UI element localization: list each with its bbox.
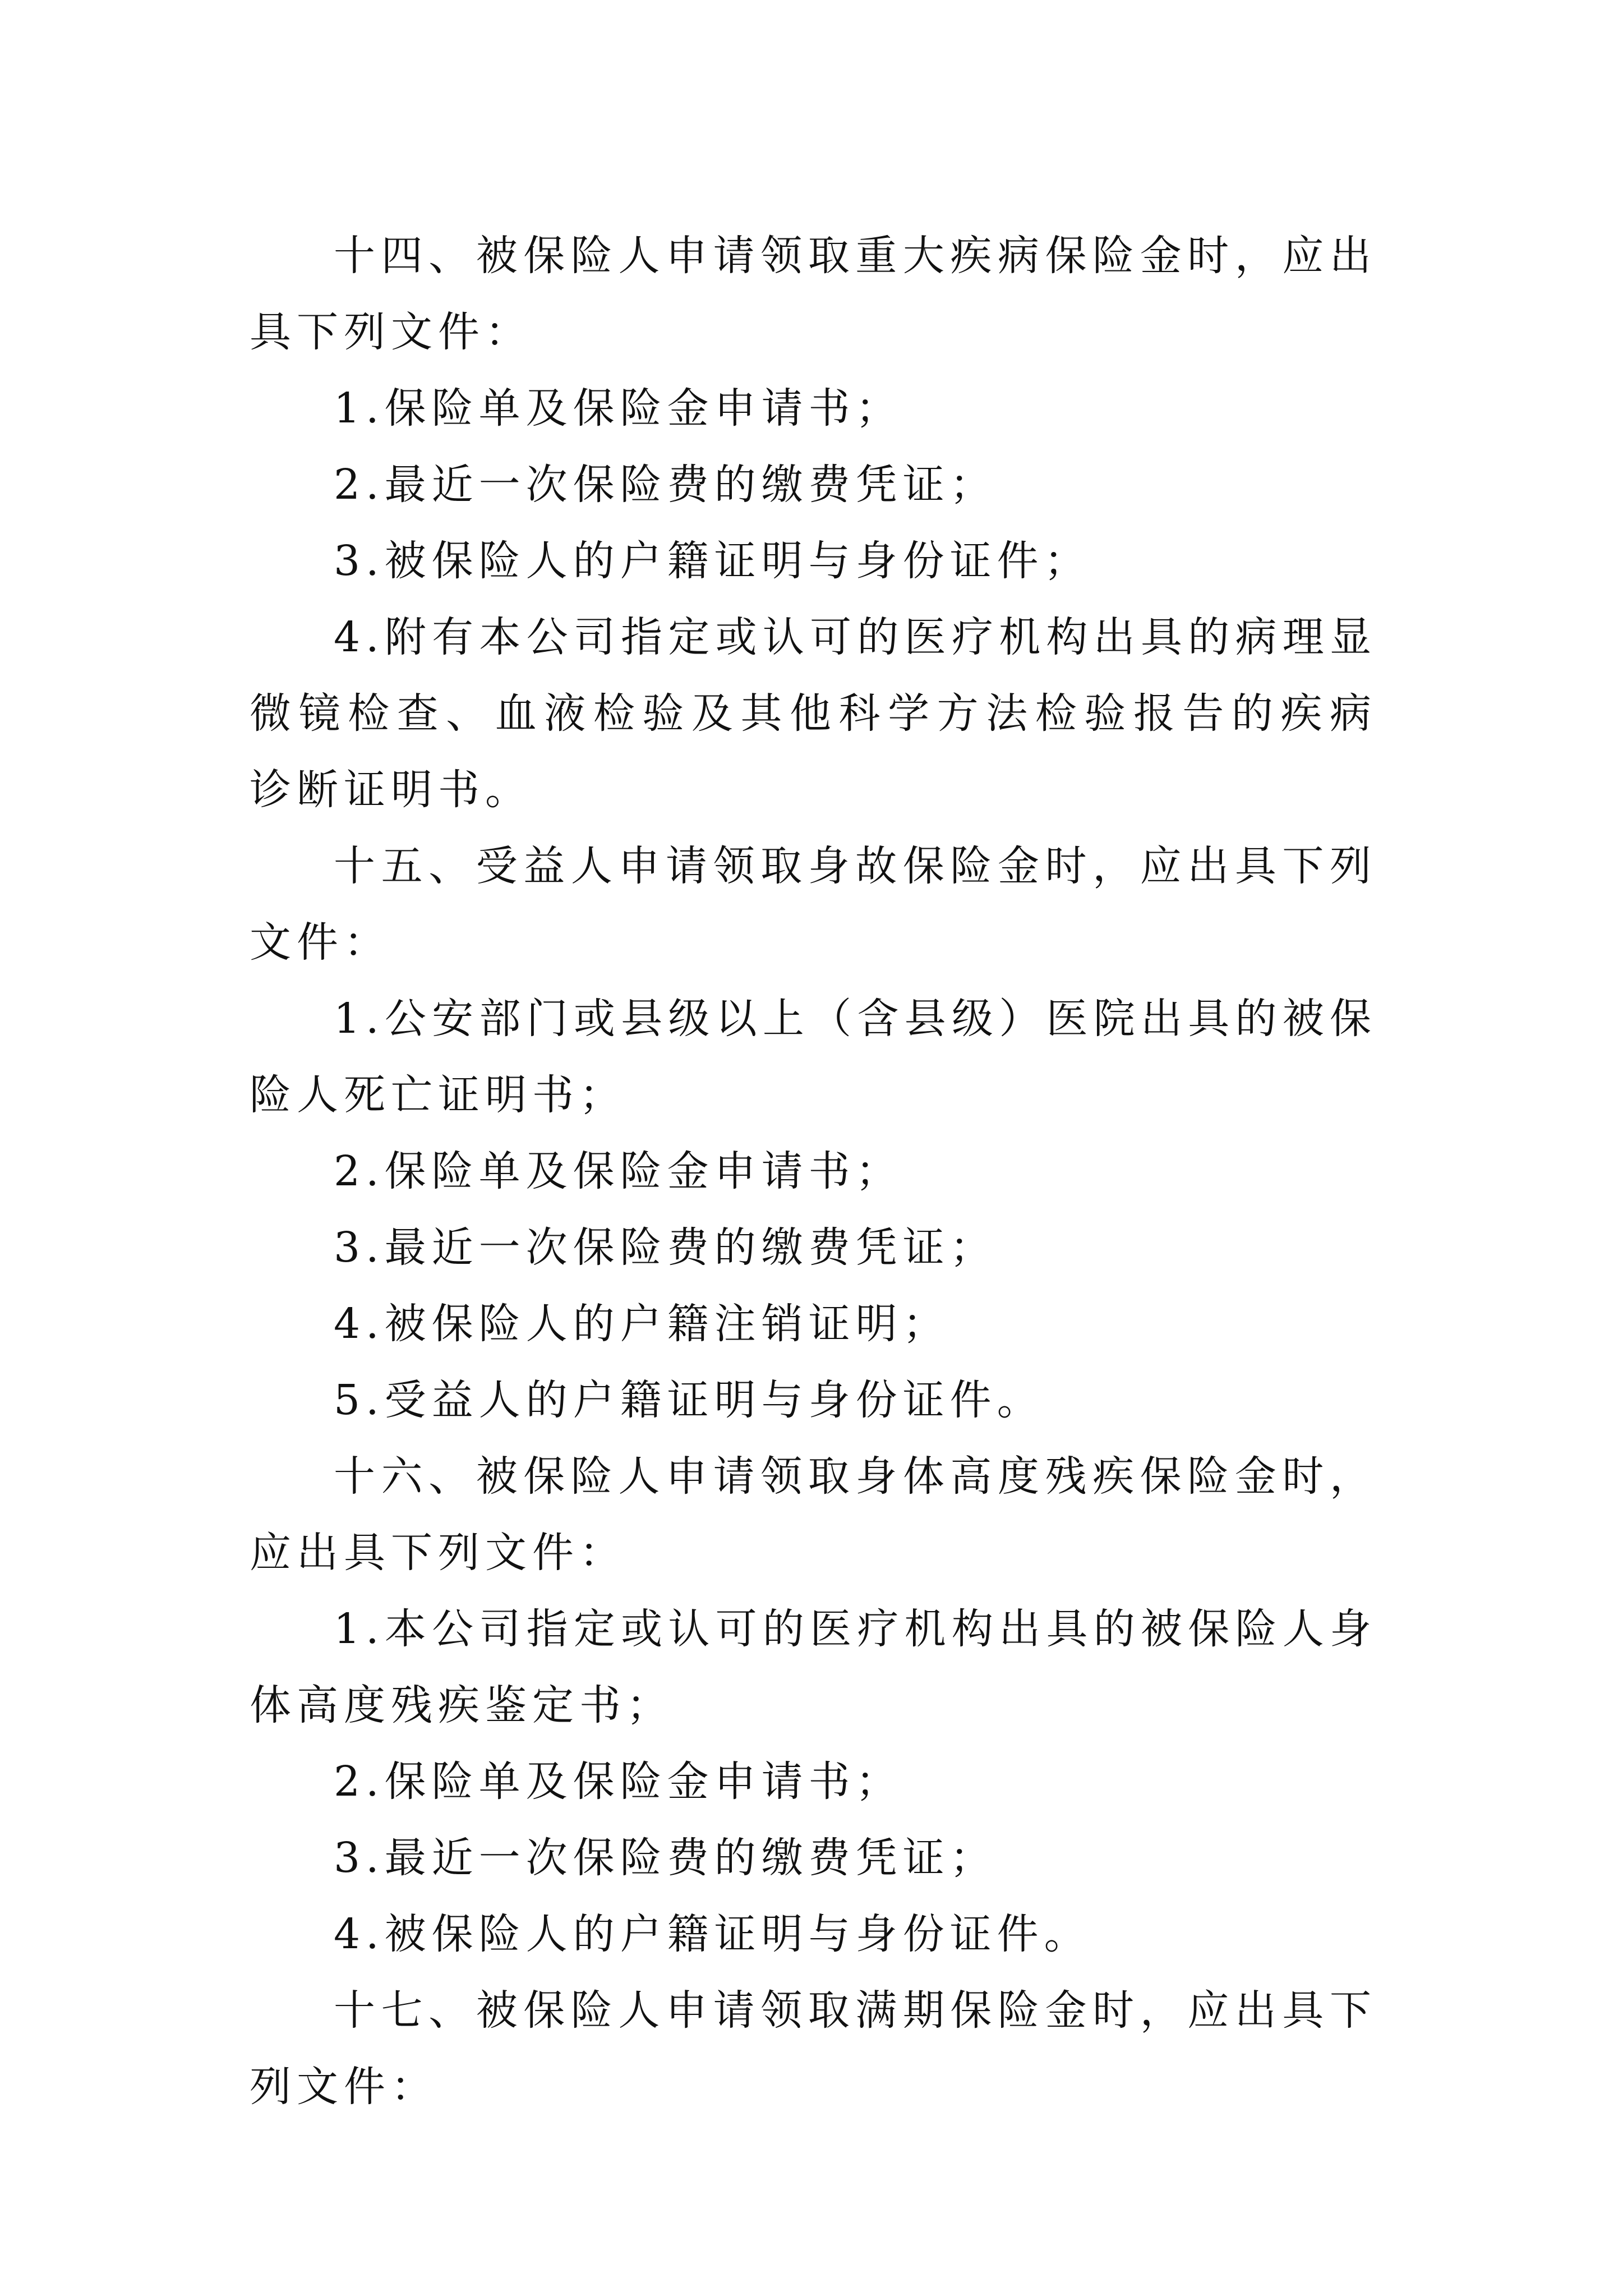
section-16-item-4: 4.被保险人的户籍证明与身份证件。 [334, 1910, 1091, 1958]
section-15-item-4: 4.被保险人的户籍注销证明； [334, 1300, 950, 1348]
section-14-heading: 十四、被保险人申请领取重大疾病保险金时，应出具下列文件： [250, 232, 1377, 356]
section-16-item-3: 3.最近一次保险费的缴费凭证； [334, 1834, 997, 1882]
section-14-item-4: 4.附有本公司指定或认可的医疗机构出具的病理显微镜检查、血液检验及其他科学方法检验报告的疾病诊断证明书。 [250, 613, 1377, 814]
document-body [250, 218, 1377, 2125]
section-14-item-3: 3.被保险人的户籍证明与身份证件； [334, 537, 1091, 585]
section-16-heading: 十六、被保险人申请领取身体高度残疾保险金时，应出具下列文件： [250, 1452, 1377, 1577]
section-15-item-5: 5.受益人的户籍证明与身份证件。 [334, 1376, 1044, 1424]
section-15-item-1: 1.公安部门或县级以上（含县级）医院出具的被保险人死亡证明书； [250, 995, 1377, 1119]
section-15-heading: 十五、受益人申请领取身故保险金时，应出具下列文件： [250, 842, 1377, 967]
section-14-item-1: 1.保险单及保险金申请书； [334, 384, 903, 432]
section-15-item-2: 2.保险单及保险金申请书； [334, 1147, 903, 1195]
section-16-item-2: 2.保险单及保险金申请书； [334, 1757, 903, 1806]
section-14-item-2: 2.最近一次保险费的缴费凭证； [334, 461, 997, 509]
section-15-item-3: 3.最近一次保险费的缴费凭证； [334, 1223, 997, 1272]
section-16-item-1: 1.本公司指定或认可的医疗机构出具的被保险人身体高度残疾鉴定书； [250, 1605, 1377, 1729]
section-17-heading: 十七、被保险人申请领取满期保险金时，应出具下列文件： [250, 1986, 1377, 2111]
